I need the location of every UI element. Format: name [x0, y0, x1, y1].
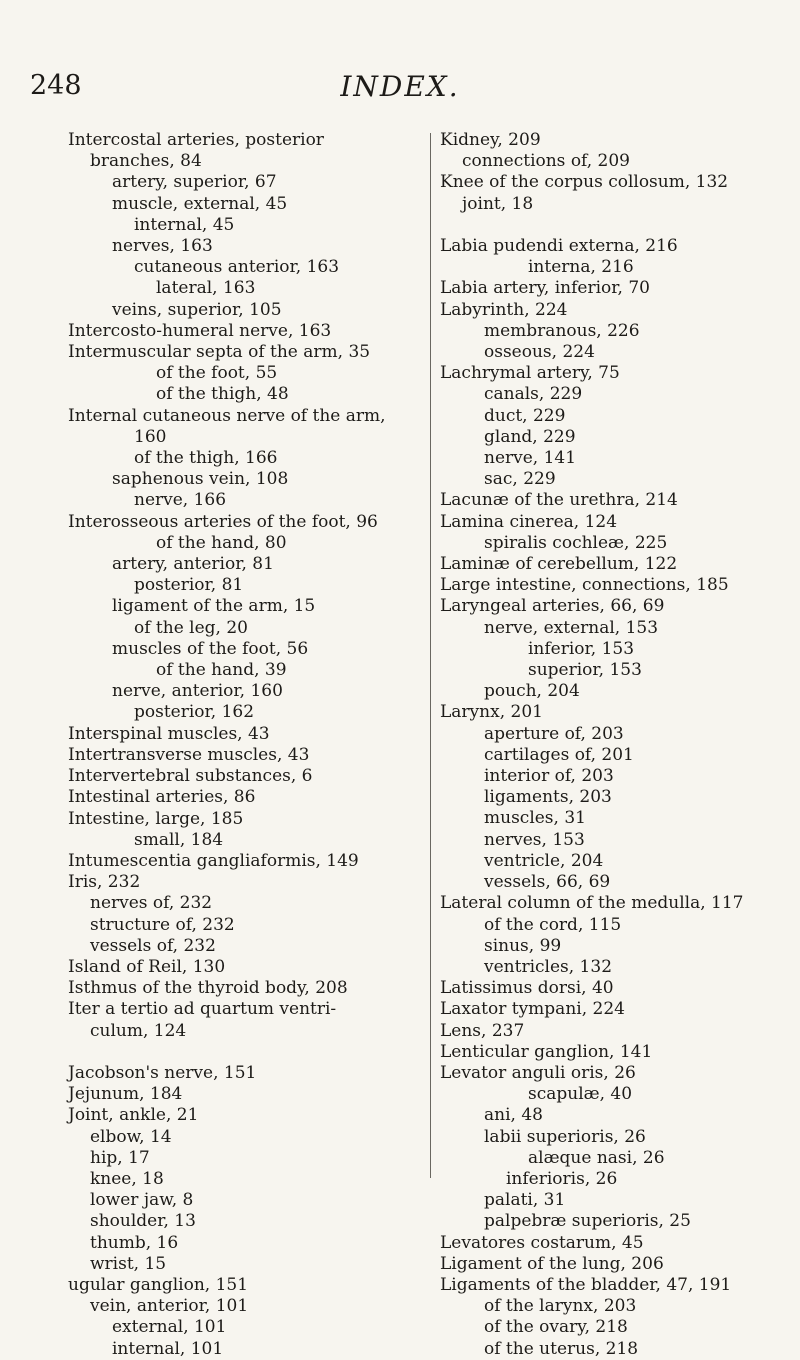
- index-subentry: nerve, 141: [484, 448, 577, 469]
- index-subentry: vessels of, 232: [90, 935, 216, 956]
- index-entry: Lateral column of the medulla, 117: [440, 893, 744, 914]
- index-subentry: superior, 153: [528, 660, 642, 681]
- index-subentry: of the thigh, 166: [134, 448, 278, 469]
- index-entry: Lamina cinerea, 124: [440, 511, 618, 532]
- index-subentry: nerves, 163: [112, 236, 213, 257]
- index-subentry: external, 101: [112, 1317, 227, 1338]
- index-entry: Levator anguli oris, 26: [440, 1062, 636, 1083]
- index-entry: Island of Reil, 130: [68, 956, 226, 977]
- column-divider: [430, 133, 431, 1178]
- index-entry: Laminæ of cerebellum, 122: [440, 554, 678, 575]
- index-subentry: vein, anterior, 101: [90, 1296, 249, 1317]
- index-entry: Lens, 237: [440, 1020, 525, 1041]
- index-subentry: nerves of, 232: [90, 893, 213, 914]
- index-subentry: structure of, 232: [90, 914, 235, 935]
- index-subentry: sac, 229: [484, 469, 556, 490]
- index-entry: Intercostal arteries, posterior: [68, 130, 324, 150]
- index-subentry: lower jaw, 8: [90, 1190, 194, 1211]
- index-column-right: [440, 130, 785, 1360]
- index-subentry: scapulæ, 40: [528, 1084, 633, 1105]
- page-number: 248: [30, 70, 82, 101]
- index-subentry: of the uterus, 218: [484, 1338, 639, 1359]
- index-entry: Internal cutaneous nerve of the arm,: [68, 405, 386, 426]
- index-subentry: of the hand, 80: [156, 532, 287, 553]
- index-subentry: ligament of the arm, 15: [112, 596, 316, 617]
- index-subentry: nerve, 166: [134, 490, 227, 511]
- index-subentry: inferior, 153: [528, 638, 635, 659]
- index-entry: Intercosto-humeral nerve, 163: [68, 320, 332, 341]
- index-entry: Labia artery, inferior, 70: [440, 278, 650, 299]
- index-subentry: ani, 48: [484, 1105, 543, 1126]
- index-subentry: branches, 84: [90, 151, 202, 172]
- index-entry: Kidney, 209: [440, 130, 541, 150]
- index-subentry: artery, superior, 67: [112, 172, 277, 193]
- index-entry: Jacobson's nerve, 151: [68, 1062, 257, 1083]
- index-entry: Intertransverse muscles, 43: [68, 744, 310, 765]
- index-subentry: veins, superior, 105: [112, 299, 282, 320]
- index-subentry: muscles of the foot, 56: [112, 638, 309, 659]
- index-entry: Intermuscular septa of the arm, 35: [68, 342, 371, 363]
- index-subentry: ventricle, 204: [484, 850, 604, 871]
- index-entry: Iris, 232: [68, 872, 141, 893]
- index-subentry: cutaneous anterior, 163: [134, 257, 340, 278]
- index-entry: Lachrymal artery, 75: [440, 363, 620, 384]
- index-subentry: of the cord, 115: [484, 914, 622, 935]
- index-subentry: gland, 229: [484, 426, 576, 447]
- index-subentry: cartilages of, 201: [484, 744, 634, 765]
- index-subentry: muscles, 31: [484, 808, 586, 829]
- index-subentry: wrist, 15: [90, 1253, 167, 1274]
- index-entry: Larynx, 201: [440, 702, 543, 723]
- index-subentry: inferioris, 26: [506, 1168, 618, 1189]
- index-entry: Intestine, large, 185: [68, 808, 244, 829]
- index-subentry: joint, 18: [462, 193, 534, 214]
- index-subentry: thumb, 16: [90, 1232, 179, 1253]
- blank-line: [440, 215, 785, 236]
- index-entry: Lenticular ganglion, 141: [440, 1041, 653, 1062]
- index-entry: Iter a tertio ad quartum ventri-: [68, 999, 337, 1020]
- index-subentry: of the foot, 55: [156, 363, 278, 384]
- index-subentry: ventricles, 132: [484, 956, 613, 977]
- index-subentry: posterior, 81: [134, 575, 244, 596]
- index-subentry: saphenous vein, 108: [112, 469, 289, 490]
- index-subentry: of the ovary, 218: [484, 1317, 628, 1338]
- index-subentry: shoulder, 13: [90, 1211, 196, 1232]
- index-entry: Intumescentia gangliaformis, 149: [68, 850, 359, 871]
- index-subentry: vessels, 66, 69: [484, 872, 611, 893]
- index-column-left: [68, 130, 423, 1360]
- index-subentry: muscle, external, 45: [112, 193, 288, 214]
- index-subentry: of the hand, 39: [156, 660, 287, 681]
- index-entry: Labyrinth, 224: [440, 299, 568, 320]
- index-subentry: aperture of, 203: [484, 723, 624, 744]
- index-subentry: sinus, 99: [484, 935, 562, 956]
- index-subentry: palati, 31: [484, 1190, 566, 1211]
- index-subentry: lateral, 163: [156, 278, 256, 299]
- index-entry: Interosseous arteries of the foot, 96: [68, 511, 378, 532]
- index-subentry: alæque nasi, 26: [528, 1147, 665, 1168]
- index-entry: Levatores costarum, 45: [440, 1232, 644, 1253]
- index-subentry: nerve, anterior, 160: [112, 681, 283, 702]
- index-entry: Knee of the corpus collosum, 132: [440, 172, 729, 193]
- index-entry: Joint, ankle, 21: [68, 1105, 199, 1126]
- index-entry: Isthmus of the thyroid body, 208: [68, 978, 348, 999]
- index-subentry: of the larynx, 203: [484, 1296, 637, 1317]
- index-entry: Lacunæ of the urethra, 214: [440, 490, 678, 511]
- index-subentry: internal, 45: [134, 214, 235, 235]
- index-subentry: small, 184: [134, 829, 224, 850]
- index-subentry: osseous, 224: [484, 342, 595, 363]
- index-subentry: culum, 124: [90, 1020, 187, 1041]
- index-subentry: canals, 229: [484, 384, 583, 405]
- index-subentry: hip, 17: [90, 1147, 150, 1168]
- page-title: INDEX.: [340, 70, 460, 103]
- index-subentry: duct, 229: [484, 405, 566, 426]
- index-entry: Latissimus dorsi, 40: [440, 978, 614, 999]
- index-entry: Large intestine, connections, 185: [440, 575, 729, 596]
- index-subentry: palpebræ superioris, 25: [484, 1211, 691, 1232]
- index-subentry: pouch, 204: [484, 681, 580, 702]
- index-subentry: 160: [134, 426, 167, 447]
- index-subentry: interior of, 203: [484, 766, 614, 787]
- index-entry: Ligaments of the bladder, 47, 191: [440, 1274, 732, 1295]
- index-subentry: internal, 101: [112, 1338, 224, 1359]
- index-subentry: connections of, 209: [462, 151, 630, 172]
- index-entry: Interspinal muscles, 43: [68, 723, 270, 744]
- index-subentry: knee, 18: [90, 1168, 164, 1189]
- index-entry: Laxator tympani, 224: [440, 999, 625, 1020]
- index-subentry: nerves, 153: [484, 829, 585, 850]
- index-subentry: labii superioris, 26: [484, 1126, 646, 1147]
- index-subentry: of the thigh, 48: [156, 384, 289, 405]
- index-entry: ugular ganglion, 151: [68, 1274, 249, 1295]
- index-entry: Ligament of the lung, 206: [440, 1253, 664, 1274]
- index-entry: Intervertebral substances, 6: [68, 766, 313, 787]
- index-subentry: artery, anterior, 81: [112, 554, 274, 575]
- blank-line: [68, 1042, 423, 1063]
- page-header: [0, 70, 800, 110]
- index-entry: Jejunum, 184: [68, 1084, 183, 1105]
- index-subentry: elbow, 14: [90, 1126, 172, 1147]
- index-entry: Labia pudendi externa, 216: [440, 236, 678, 256]
- index-subentry: membranous, 226: [484, 320, 640, 341]
- index-entry: Laryngeal arteries, 66, 69: [440, 596, 665, 617]
- index-entry: Intestinal arteries, 86: [68, 787, 256, 808]
- index-subentry: spiralis cochleæ, 225: [484, 532, 668, 553]
- index-subentry: ligaments, 203: [484, 787, 612, 808]
- index-subentry: posterior, 162: [134, 702, 255, 723]
- index-subentry: nerve, external, 153: [484, 617, 659, 638]
- index-subentry: of the leg, 20: [134, 617, 248, 638]
- index-subentry: interna, 216: [528, 257, 634, 278]
